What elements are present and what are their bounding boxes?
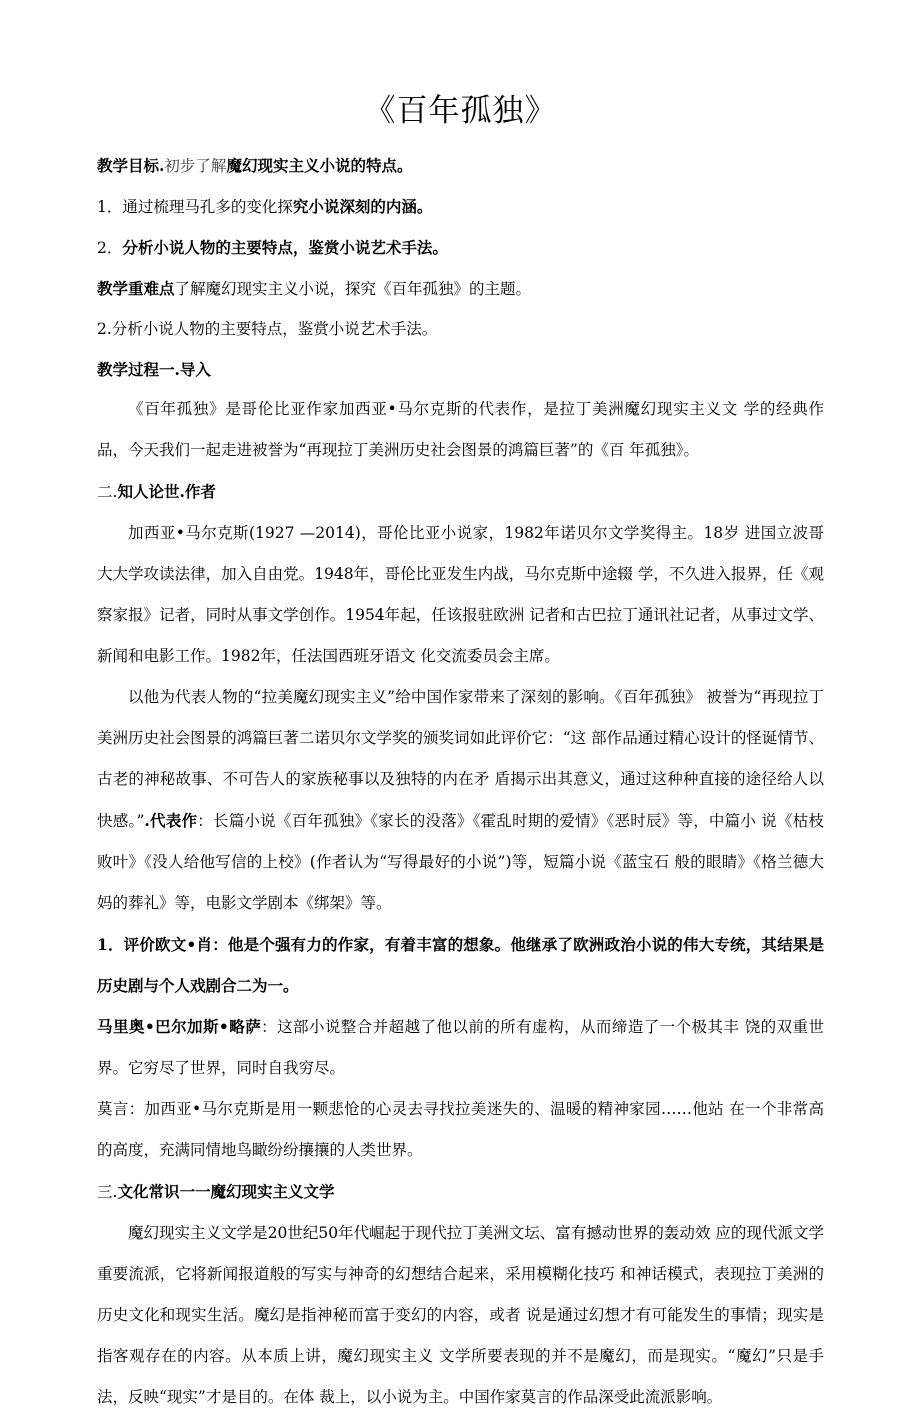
objective-item-1-bold: 究小说深刻的内涵。 — [292, 196, 433, 216]
objective-item-1 — [97, 189, 824, 225]
document-content — [97, 0, 824, 1418]
key-points-text: 了解魔幻现实主义小说，探究《百年孤独》的主题。 — [174, 279, 532, 298]
teaching-process-heading: 教学过程一.导入 — [97, 359, 211, 379]
comment-owen-shaw — [97, 924, 824, 1006]
objective-item-2-number: 2． — [97, 238, 123, 257]
intro-paragraph: 《百年孤独》是哥伦比亚作家加西亚•马尔克斯的代表作，是拉丁美洲魔幻现实主义文 学的经典作品，今天我们一起走进被誉为“再现拉丁美洲历史社会图景的鸿篇巨著”的《百 年孤独》。 — [97, 399, 824, 459]
objective-item-2 — [97, 230, 824, 266]
teaching-objectives-label-suffix: . — [159, 155, 165, 175]
section-three-number: 三. — [97, 1182, 118, 1201]
section-two-heading — [97, 471, 824, 513]
comment-vargas-llosa-text: ：这部小说整合并超越了他以前的所有虚构，从而缔造了一个极其丰 饶的双重世界。它穷尽了世界，同时自我穷尽。 — [97, 1017, 824, 1077]
teaching-objectives-intro-bold: 魔幻现实主义小说的特点。 — [226, 155, 413, 175]
comment-vargas-llosa-label: 马里奥•巴尔加斯•略萨 — [97, 1016, 262, 1036]
section-three-heading-label: 文化常识一一 — [117, 1181, 211, 1201]
works-label: .代表作 — [144, 810, 198, 830]
section-three-heading-bold: 魔幻现实主义文学 — [210, 1181, 335, 1201]
key-points-line — [97, 271, 824, 307]
influence-text: 以他为代表人物的“拉美魔幻现实主义”给中国作家带来了深刻的影响。《百年孤独》 被誉为“再现拉丁美洲历史社会图景的鸿篇巨著二诺贝尔文学奖的颁奖词如此评价它：“这 部作品通过精心设计的怪诞情节、古老的神秘故事、不可告人的家族秘事以及独特的内在矛 盾揭示出其意义，通过这种种直接的途径给人以快感。” — [97, 687, 824, 830]
objective-item-2-bold: 分析小说人物的主要特点，鉴赏小说艺术手法。 — [122, 237, 448, 257]
teaching-objectives-label: 教学目标 — [97, 155, 160, 175]
works-text: ：长篇小说《百年孤独》《家长的没落》《霍乱时期的爱情》《恶时辰》等，中篇小 说《枯枝败叶》《没人给他写信的上校》(作者认为“写得最好的小说”)等，短篇小说《蓝宝石 般的眼睛》《格兰德大妈的葬礼》等，电影文学剧本《绑架》等。 — [97, 811, 824, 912]
comment-vargas-llosa — [97, 1006, 824, 1089]
section-two-heading-label: 知人论世.作者 — [117, 481, 216, 501]
author-bio-paragraph: 加西亚•马尔克斯(1927 —2014)，哥伦比亚小说家，1982年诺贝尔文学奖得主。18岁 进国立波哥大大学攻读法律，加入自由党。1948年，哥伦比亚发生内战，马尔克斯中途辍 学，不久进入报界，任《观察家报》记者，同时从事文学创作。1954年起，任该报驻欧洲 记者和古巴拉丁通讯社记者，从事过文学、新闻和电影工作。1982年，任法国西班牙语文 化交流委员会主席。 — [97, 523, 824, 665]
comment-mo-yan: 莫言：加西亚•马尔克斯是用一颗悲怆的心灵去寻找拉美迷失的、温暖的精神家园……他站 在一个非常高的高度，充满同情地鸟瞰纷纷攘攘的人类世界。 — [97, 1099, 824, 1159]
objective-item-1-number: 1． — [97, 197, 123, 216]
key-points-label: 教学重难点 — [97, 278, 175, 298]
magical-realism-paragraph: 魔幻现实主义文学是20世纪50年代崛起于现代拉丁美洲文坛、富有撼动世界的轰动效 应的现代派文学重要流派，它将新闻报道般的写实与神奇的幻想结合起来，采用模糊化技巧 和神话模式，表现拉丁美洲的历史文化和现实生活。魔幻是指神秘而富于变幻的内容，或者 说是通过幻想才有可能发生的事情；现实是指客观存在的内容。从本质上讲，魔幻现实主义 文学所要表现的并不是魔幻，而是现实。“魔幻”只是手法，反映“现实”才是目的。在体 裁上，以小说为主。中国作家莫言的作品深受此流派影响。 — [97, 1223, 824, 1406]
key-points-item-2: 2.分析小说人物的主要特点，鉴赏小说艺术手法。 — [97, 319, 438, 338]
objective-item-1-normal: 通过梳理马孔多的变化探 — [122, 197, 293, 216]
comment-owen-shaw-number: 1． — [97, 934, 124, 954]
section-two-number: 二. — [97, 482, 118, 501]
page-title: 《百年孤独》 — [364, 93, 557, 129]
section-three-heading — [97, 1171, 824, 1213]
comment-owen-shaw-text: 评价欧文•肖：他是个强有力的作家，有着丰富的想象。他继承了欧洲政治小说的伟大专统，其结果是历史剧与个人戏剧合二为一。 — [97, 934, 824, 995]
teaching-objectives-intro: 初步了解 — [164, 156, 227, 175]
teaching-objectives-line — [97, 148, 824, 184]
influence-and-works-paragraph — [97, 677, 824, 924]
